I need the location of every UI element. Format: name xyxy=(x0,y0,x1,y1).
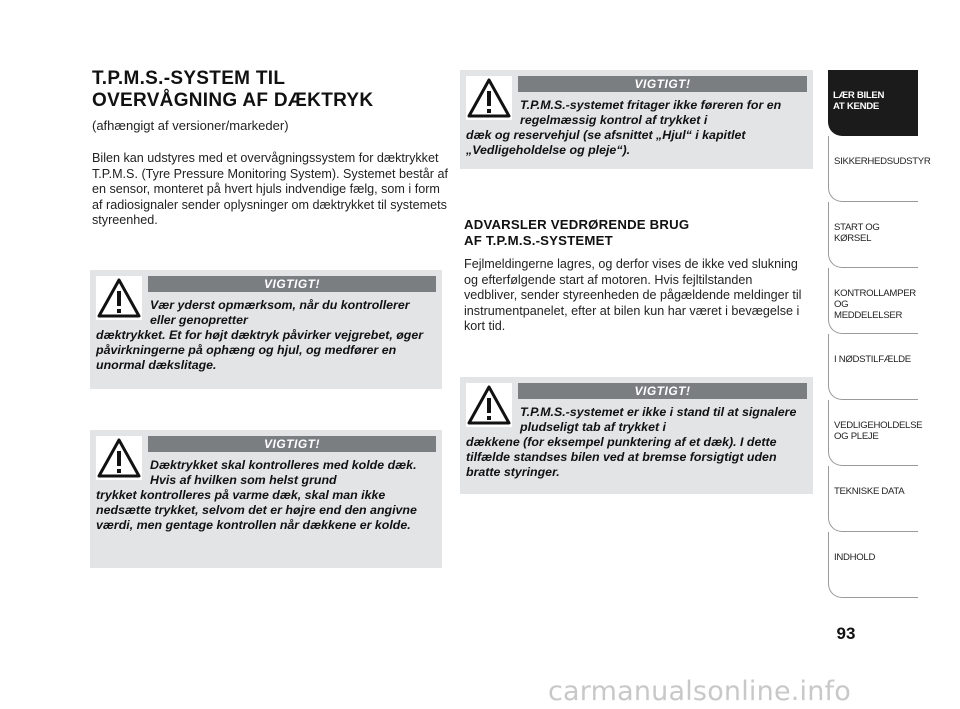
page-number: 93 xyxy=(836,624,856,643)
page-title-line2: OVERVÅGNING AF DÆKTRYK xyxy=(92,90,374,111)
warning-text-lead: Vær yderst opmærksom, når du kontrollerer eller genopretter xyxy=(150,298,410,327)
section-heading-line1: ADVARSLER VEDRØRENDE BRUG xyxy=(464,217,690,232)
tab-tekniske-data[interactable] xyxy=(828,466,918,532)
warning-text-lead: Dæktrykket skal kontrolleres med kolde dæk. Hvis af hvilken som helst grund xyxy=(150,458,417,487)
warning-text xyxy=(96,298,436,373)
section-heading-line2: AF T.P.M.S.-SYSTEMET xyxy=(464,233,613,248)
warning-text-rest: trykket kontrolleres på varme dæk, skal man ikke nedsætte trykket, selvom det er højre end den angivne værdi, men gentage kontrollen når dækkene er kolde. xyxy=(96,488,417,532)
page-title-line1: T.P.M.S.-SYSTEM TIL xyxy=(92,68,286,89)
tab-vedligeholdelse[interactable] xyxy=(828,400,923,466)
advice-paragraph: Fejlmeldingerne lagres, og derfor vises de ikke ved slukning og efterfølgende start af motoren. Hvis fejltilstanden vedbliver, sender styreenheden de pågældende meldinger til instrumentpanelet, efter at bilen kun har været i bevægelse i kort tid. xyxy=(464,257,802,334)
warning-text-rest: dæktrykket. Et for højt dæktryk påvirker vejgrebet, øger påvirkningerne på ophæng og hjul, og medfører en unormal dækslitage. xyxy=(96,328,424,372)
section-heading xyxy=(464,217,804,249)
chapter-tabs xyxy=(828,70,931,598)
tab-label-line1: START OG KØRSEL xyxy=(834,222,880,244)
tab-label-line2: OG PLEJE xyxy=(834,431,879,442)
page-title xyxy=(92,68,452,112)
tab-label-line2: AT KENDE xyxy=(833,101,879,112)
warning-box-sudden-loss xyxy=(460,377,813,494)
warning-box-cold-tyres xyxy=(90,430,442,568)
page-subtitle: (afhængigt af versioner/markeder) xyxy=(92,118,289,133)
warning-text-lead: T.P.M.S.-systemet er ikke i stand til at signalere pludseligt tab af trykket i xyxy=(520,405,797,434)
tab-i-nodstilfaelde[interactable] xyxy=(828,334,918,400)
tab-label-line1: I NØDSTILFÆLDE xyxy=(834,354,911,365)
warning-text xyxy=(466,98,807,158)
tab-start-og-korsel[interactable] xyxy=(828,202,918,268)
tab-kontrollamper[interactable] xyxy=(828,268,918,334)
watermark: carmanualsonline.info xyxy=(548,676,851,707)
warning-text xyxy=(466,405,807,480)
tab-label-line1: VEDLIGEHOLDELSE xyxy=(834,420,923,431)
warning-box-regular-check xyxy=(460,70,813,169)
tab-label-line1: LÆR BILEN xyxy=(833,90,885,101)
tab-label-line1: TEKNISKE DATA xyxy=(834,486,905,497)
warning-text-lead: T.P.M.S.-systemet fritager ikke føreren for en regelmæssig kontrol af trykket i xyxy=(520,98,782,127)
tab-label-line1: INDHOLD xyxy=(834,552,876,563)
warning-header: VIGTIGT! xyxy=(518,383,807,399)
tab-sikkerhedsudstyr[interactable] xyxy=(828,136,931,202)
tab-indhold[interactable] xyxy=(828,532,918,598)
warning-header: VIGTIGT! xyxy=(518,76,807,92)
warning-header: VIGTIGT! xyxy=(148,436,436,452)
tab-label-line2: OG MEDDELELSER xyxy=(834,299,903,321)
warning-box-pressure-care xyxy=(90,270,442,389)
tab-laer-bilen-at-kende[interactable] xyxy=(828,70,918,136)
intro-paragraph: Bilen kan udstyres med et overvågningssystem for dæktrykket T.P.M.S. (Tyre Pressure Monitoring System). Systemet består af en sensor, monteret på hvert hjuls indvendige fælg, som i form af radiosignaler sender oplysninger om dæktrykket til systemets styreenhed. xyxy=(92,151,449,228)
warning-text-rest: dækkene (for eksempel punktering af et dæk). I dette tilfælde standses bilen ved at bremse forsigtigt uden bratte styringer. xyxy=(466,435,777,479)
warning-text-rest: dæk og reservehjul (se afsnittet „Hjul“ i kapitlet „Vedligeholdelse og pleje“). xyxy=(466,128,746,157)
warning-text xyxy=(96,458,436,533)
tab-label-line1: KONTROLLAMPER xyxy=(834,288,916,299)
warning-header: VIGTIGT! xyxy=(148,276,436,292)
tab-label-line1: SIKKERHEDSUDSTYR xyxy=(834,156,931,167)
